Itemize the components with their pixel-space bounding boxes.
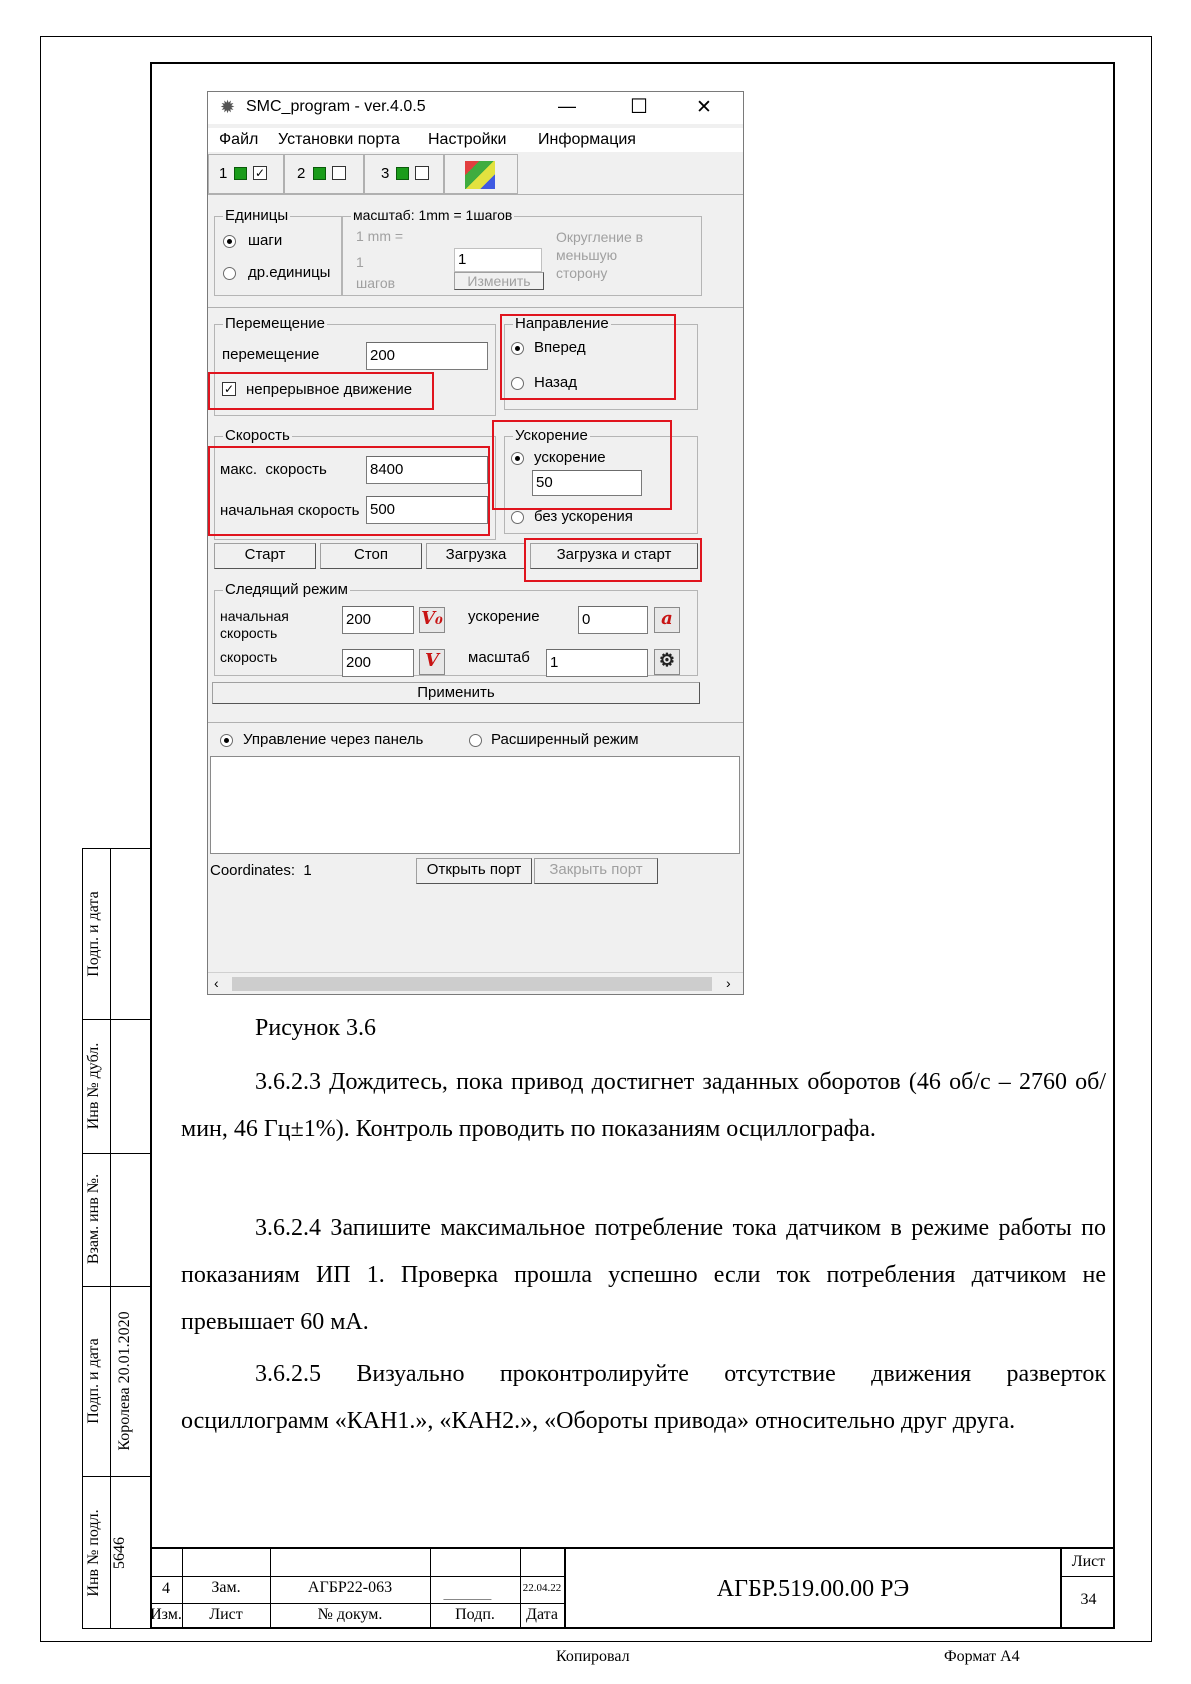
tab-2-checkbox[interactable] bbox=[332, 166, 346, 180]
back-label: Назад bbox=[534, 374, 577, 391]
mm-label: 1 mm = bbox=[356, 228, 404, 244]
accel-input[interactable]: 50 bbox=[532, 470, 642, 496]
change-number: 4 bbox=[162, 1580, 170, 1597]
extended-mode-radio[interactable] bbox=[469, 734, 482, 747]
inv-number: 5646 bbox=[111, 1537, 128, 1569]
app-window bbox=[207, 91, 744, 995]
follow-title: Следящий режим bbox=[225, 581, 348, 598]
v0-icon[interactable]: V₀ bbox=[419, 607, 445, 633]
inv-podl-label: Инв № подл. bbox=[85, 1509, 102, 1597]
highlight-speed bbox=[208, 446, 490, 536]
extended-mode-label: Расширенный режим bbox=[491, 731, 639, 748]
change-button[interactable]: Изменить bbox=[454, 272, 544, 290]
follow-start-speed-label: начальная скорость bbox=[220, 608, 289, 641]
no-accel-radio[interactable] bbox=[511, 511, 524, 524]
accel-a-icon[interactable]: a bbox=[654, 607, 680, 633]
highlight-load-start bbox=[524, 538, 702, 582]
scroll-right-icon[interactable]: › bbox=[726, 975, 731, 991]
coordinates-text: Coordinates: 1 bbox=[210, 862, 312, 879]
other-units-label: др.единицы bbox=[248, 264, 331, 281]
status-green-icon bbox=[234, 167, 247, 180]
scroll-thumb[interactable] bbox=[232, 977, 712, 991]
side-stamp bbox=[82, 848, 150, 1629]
steps-label: шаги bbox=[248, 232, 283, 249]
start-speed-input[interactable]: 500 bbox=[366, 496, 488, 524]
copied-label: Копировал bbox=[556, 1648, 630, 1665]
menu-port[interactable]: Установки порта bbox=[278, 131, 400, 148]
load-button[interactable]: Загрузка bbox=[426, 543, 526, 569]
scroll-left-icon[interactable]: ‹ bbox=[214, 975, 219, 991]
status-green-icon bbox=[313, 167, 326, 180]
load-start-button[interactable]: Загрузка и старт bbox=[530, 543, 698, 569]
speed-title: Скорость bbox=[225, 427, 290, 444]
podp-data-label-2: Подп. и дата bbox=[85, 1338, 102, 1424]
movement-input[interactable]: 200 bbox=[366, 342, 488, 370]
scale-title: масштаб: 1mm = 1шагов bbox=[353, 207, 513, 223]
document-designation: АГБР.519.00.00 РЭ bbox=[716, 1576, 910, 1602]
follow-accel-label: ускорение bbox=[468, 608, 540, 625]
follow-speed-label: скорость bbox=[220, 649, 278, 665]
menu-file[interactable]: Файл bbox=[219, 131, 259, 148]
other-units-radio[interactable] bbox=[223, 267, 236, 280]
header-podp: Подп. bbox=[455, 1606, 495, 1623]
tab-1[interactable] bbox=[208, 154, 284, 194]
tab-3-checkbox[interactable] bbox=[415, 166, 429, 180]
sheet-number: 34 bbox=[1080, 1591, 1097, 1608]
panel-mode-radio[interactable] bbox=[220, 734, 233, 747]
paragraph-3-6-2-4: 3.6.2.4 Запишите максимальное потребление тока датчиком в режиме работы по показаниям ИП 1. Проверка прошла успешно если ток потребления датчиком не превышает 60 мА. bbox=[181, 1215, 1106, 1335]
maximize-button[interactable]: ☐ bbox=[630, 96, 648, 118]
settings-gear-icon[interactable]: ⚙ bbox=[654, 649, 680, 675]
close-port-button[interactable]: Закрыть порт bbox=[534, 858, 658, 884]
sheet-label: Лист bbox=[1071, 1553, 1106, 1570]
figure-caption: Рисунок 3.6 bbox=[255, 1015, 377, 1041]
header-list: Лист bbox=[209, 1606, 243, 1623]
rounding-label: Округление в меньшую сторону bbox=[556, 229, 644, 281]
accel-title: Ускорение bbox=[515, 427, 588, 444]
header-date: Дата bbox=[526, 1606, 558, 1623]
format-label: Формат А4 bbox=[944, 1648, 1020, 1665]
movement-title: Перемещение bbox=[225, 315, 325, 332]
horizontal-scrollbar[interactable] bbox=[208, 972, 743, 994]
start-button[interactable]: Старт bbox=[214, 543, 316, 569]
mode-bar bbox=[208, 722, 743, 723]
max-speed-input[interactable]: 8400 bbox=[366, 456, 488, 484]
gear-icon: ✹ bbox=[220, 97, 236, 117]
continuous-label: непрерывное движение bbox=[246, 381, 413, 398]
steps-radio[interactable] bbox=[223, 235, 236, 248]
tab-1-checkbox[interactable]: ✓ bbox=[254, 166, 266, 180]
paragraph-3-6-2-5: 3.6.2.5 Визуально проконтролируйте отсутствие движения разверток осциллограмм «КАН1.», «КАН2.», «Обороты привода» относительно друг друга. bbox=[181, 1361, 1106, 1434]
follow-accel-input[interactable]: 0 bbox=[578, 606, 648, 634]
log-area[interactable] bbox=[210, 756, 740, 854]
highlight-continuous bbox=[208, 372, 434, 410]
status-green-icon bbox=[396, 167, 409, 180]
apply-button[interactable]: Применить bbox=[212, 682, 700, 704]
vzam-inv-label: Взам. инв №. bbox=[85, 1173, 102, 1265]
doc-number: АГБР22-063 bbox=[307, 1579, 393, 1596]
steps-unit: шагов bbox=[356, 275, 396, 291]
scale-input[interactable]: 1 bbox=[454, 248, 542, 272]
tab-2[interactable] bbox=[284, 154, 364, 194]
change-date: 22.04.22 bbox=[522, 1582, 562, 1594]
close-button[interactable]: ✕ bbox=[696, 97, 712, 118]
zam-cell: Зам. bbox=[211, 1579, 241, 1596]
paragraph-3-6-2-3: 3.6.2.3 Дождитесь, пока привод достигнет заданных оборотов (46 об/с – 2760 об/мин, 46 Гц±1%). Контроль проводить по показаниям осциллографа. bbox=[181, 1069, 1106, 1142]
panel-mode-label: Управление через панель bbox=[243, 731, 424, 748]
menu-settings[interactable]: Настройки bbox=[428, 131, 507, 148]
direction-title: Направление bbox=[515, 315, 609, 332]
accel-label: ускорение bbox=[534, 449, 606, 466]
title-bar bbox=[208, 92, 743, 124]
units-title: Единицы bbox=[225, 207, 289, 224]
header-izm: Изм. bbox=[150, 1606, 182, 1623]
movement-label: перемещение bbox=[222, 346, 320, 363]
header-doc: № докум. bbox=[317, 1606, 383, 1623]
minimize-button[interactable]: — bbox=[558, 96, 576, 116]
tab-palette[interactable] bbox=[444, 154, 518, 194]
units-group bbox=[214, 207, 342, 296]
signer-text: Королева 20.01.2020 bbox=[116, 1311, 133, 1451]
max-speed-label: макс. скорость bbox=[220, 461, 327, 478]
follow-scale-label: масштаб bbox=[468, 649, 530, 666]
follow-scale-input[interactable]: 1 bbox=[546, 649, 648, 677]
menu-bar bbox=[208, 128, 743, 152]
tab-3-label: 3 bbox=[381, 165, 390, 182]
inv-dubl-label: Инв № дубл. bbox=[85, 1042, 102, 1130]
tab-2-label: 2 bbox=[297, 165, 306, 182]
signature-icon bbox=[443, 1585, 496, 1600]
highlight-direction bbox=[500, 314, 676, 400]
no-accel-label: без ускорения bbox=[534, 508, 633, 525]
scale-value: 1 bbox=[356, 254, 364, 270]
title-block bbox=[150, 1547, 1115, 1629]
follow-speed-input[interactable]: 200 bbox=[342, 649, 414, 677]
follow-start-speed-input[interactable]: 200 bbox=[342, 606, 414, 634]
tab-1-label: 1 bbox=[219, 165, 228, 182]
palette-hand-icon bbox=[465, 161, 495, 189]
continuous-checkbox[interactable]: ✓ bbox=[223, 382, 235, 396]
forward-label: Вперед bbox=[534, 339, 586, 356]
v-icon[interactable]: V bbox=[419, 649, 445, 675]
tab-3[interactable] bbox=[364, 154, 444, 194]
window-title: SMC_program - ver.4.0.5 bbox=[246, 98, 426, 115]
menu-info[interactable]: Информация bbox=[538, 131, 636, 148]
podp-data-label: Подп. и дата bbox=[85, 891, 102, 977]
start-speed-label: начальная скорость bbox=[220, 502, 360, 519]
highlight-accel bbox=[492, 420, 672, 510]
stop-button[interactable]: Стоп bbox=[320, 543, 422, 569]
open-port-button[interactable]: Открыть порт bbox=[416, 858, 532, 884]
